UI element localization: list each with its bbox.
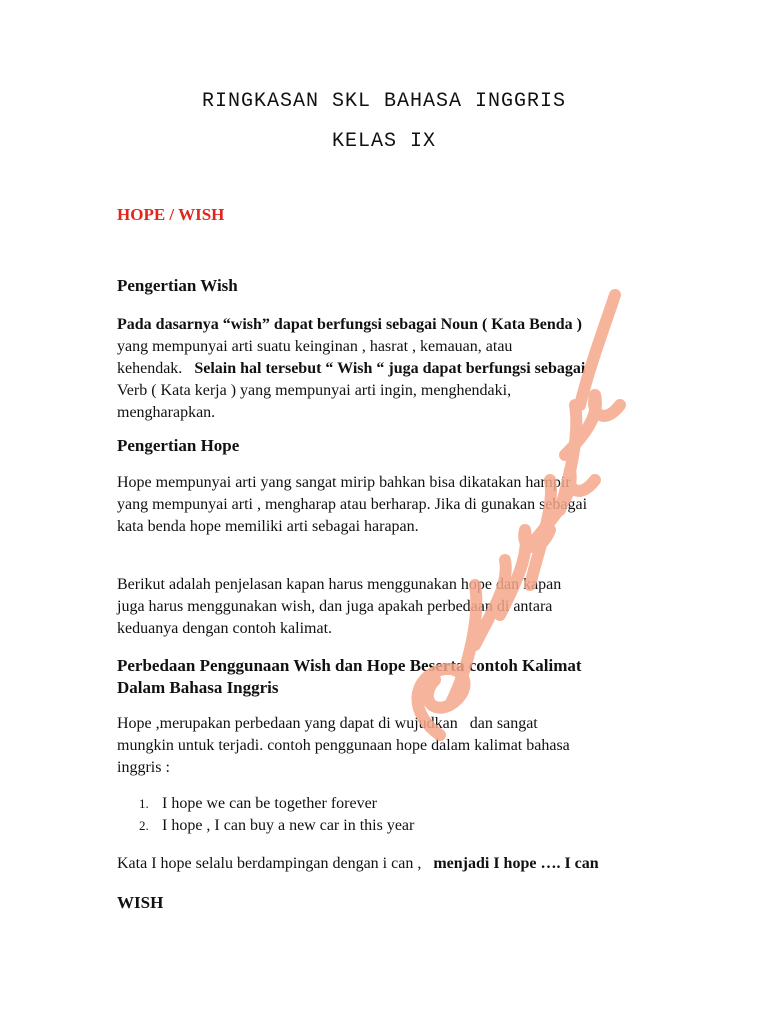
section-heading-hope-wish: HOPE / WISH xyxy=(117,205,225,224)
document-title: RINGKASAN SKL BAHASA INGGRIS xyxy=(201,90,567,113)
heading-wish-definition: Pengertian Wish xyxy=(117,276,238,295)
wish-def-line1: Pada dasarnya “wish” dapat berfungsi sebagai Noun ( Kata Benda ) xyxy=(117,316,582,333)
document-subtitle: KELAS IX xyxy=(331,130,436,153)
difference-heading-line1: Perbedaan Penggunaan Wish dan Hope Beserta contoh Kalimat xyxy=(117,656,582,675)
heading-hope-definition: Pengertian Hope xyxy=(117,436,240,455)
paragraph-note xyxy=(117,853,677,875)
hope-usage-line1: Hope ,merupakan perbedaan yang dapat di wujudkan dan sangat xyxy=(117,715,538,732)
note-text: Kata I hope selalu berdampingan dengan i can , xyxy=(117,855,434,872)
hope-usage-line3: inggris : xyxy=(117,759,170,776)
explain-line2: juga harus menggunakan wish, dan juga apakah perbedaan di antara xyxy=(117,598,553,615)
wish-def-line4: Verb ( Kata kerja ) yang mempunyai arti ingin, menghendaki, xyxy=(117,382,512,399)
hope-def-line3: yang mempunyai arti , mengharap atau berharap. Jika di gunakan sebagai xyxy=(117,496,588,513)
wish-def-line2: yang mempunyai arti suatu keinginan , hasrat , kemauan, atau xyxy=(117,338,513,355)
difference-heading-line2: Dalam Bahasa Inggris xyxy=(117,678,279,697)
note-bold: menjadi I hope …. I can xyxy=(433,855,599,872)
hope-def-line4: kata benda hope memiliki arti sebagai harapan. xyxy=(117,518,419,535)
explain-line3: keduanya dengan contoh kalimat. xyxy=(117,620,333,637)
hope-usage-line2: mungkin untuk terjadi. contoh penggunaan hope dalam kalimat bahasa xyxy=(117,737,570,754)
hope-def-line1: Hope mempunyai arti yang sangat mirip bahkan bisa dikatakan hampir xyxy=(117,474,571,491)
list-item-number: 2. xyxy=(139,818,149,833)
wish-def-line5: mengharapkan. xyxy=(117,404,216,421)
list-item xyxy=(117,793,414,815)
signature-watermark xyxy=(380,285,640,755)
wish-def-line3b: Selain hal tersebut “ Wish “ juga dapat berfungsi sebagai xyxy=(194,360,586,377)
list-item-number: 1. xyxy=(139,796,149,811)
list-item xyxy=(117,815,414,837)
explain-line1: Berikut adalah penjelasan kapan harus menggunakan hope dan kapan xyxy=(117,576,562,593)
list-item-text: I hope we can be together forever xyxy=(162,795,377,812)
list-item-text: I hope , I can buy a new car in this year xyxy=(162,817,415,834)
wish-def-line3a: kehendak. xyxy=(117,360,195,377)
example-list xyxy=(117,793,414,837)
heading-wish: WISH xyxy=(117,893,164,912)
